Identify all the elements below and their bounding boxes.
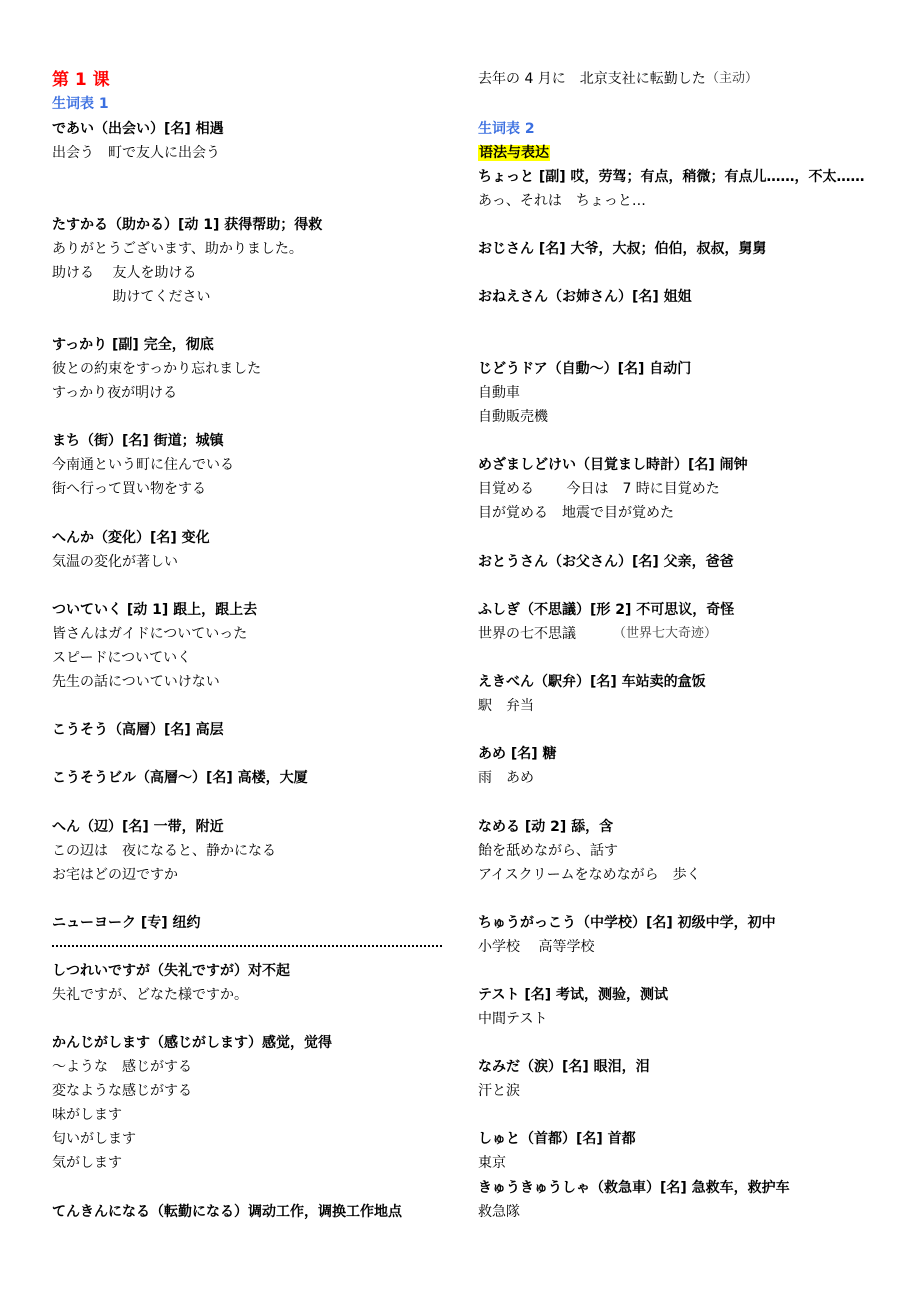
example-sentence: 出会う 町で友人に出会う [52,145,220,161]
vocab-entry-heading: へんか（変化）[名] 变化 [52,530,210,546]
example-sentence: 小学校 高等学校 [478,939,595,955]
example-sentence: 気がします [52,1155,122,1171]
example-sentence: 自動販売機 [478,409,548,425]
transfer-annotation: （主动） [706,71,759,86]
vocab-entry-heading: ふしぎ（不思議）[形 2] 不可思议，奇怪 [478,602,735,618]
example-sentence: ～ような 感じがする [52,1059,192,1075]
example-sentence: 世界の七不思議 [478,626,576,642]
section-heading: 生词表 2 [478,121,535,137]
vocab-entry-heading: しつれいですが（失礼ですが）对不起 [52,963,290,979]
lesson-title: 第 1 课 [52,70,110,90]
example-sentence: 気温の変化が著しい [52,554,178,570]
example-sentence: この辺は 夜になると、静かになる [52,843,276,859]
vocab-entry-heading: めざましどけい（目覚まし時計）[名] 闹钟 [478,457,748,473]
example-sentence: 助けてください [52,289,211,305]
vocab-entry-heading: まち（街）[名] 街道；城镇 [52,433,224,449]
vocab-entry-heading: おとうさん（お父さん）[名] 父亲，爸爸 [478,554,734,570]
example-sentence: あっ、それは ちょっと… [478,193,646,209]
vocab-entry-heading: おねえさん（お姉さん）[名] 姐姐 [478,289,692,305]
example-sentence: 味がします [52,1107,122,1123]
highlighted-heading: 语法与表达 [479,145,549,161]
example-sentence: アイスクリームをなめながら 歩く [478,867,701,883]
example-sentence: 街へ行って買い物をする [52,481,206,497]
vocab-entry-heading: しゅと（首都）[名] 首都 [478,1131,636,1147]
vocab-entry-heading: テスト [名] 考试，测验，测试 [478,987,668,1003]
vocab-entry-heading: ニューヨーク [专] 纽约 [52,915,201,931]
vocab-entry-heading: なめる [动 2] 舔，含 [478,819,614,835]
vocab-entry-heading: じどうドア（自動～）[名] 自动门 [478,361,692,377]
vocab-entry-heading: であい（出会い）[名] 相遇 [52,121,224,137]
example-sentence: 彼との約束をすっかり忘れました [52,361,262,377]
example-sentence: 失礼ですが、どなた様ですか。 [52,987,248,1003]
example-sentence: 東京 [478,1155,506,1171]
example-sentence: 変なような感じがする [52,1083,192,1099]
example-sentence: 雨 あめ [478,770,534,786]
example-sentence: 目覚める 今日は 7 時に目覚めた [478,481,720,497]
vocab-entry-heading: なみだ（涙）[名] 眼泪，泪 [478,1059,650,1075]
wonders-annotation: （世界七大奇迹） [613,626,718,641]
vocab-entry-heading: ついていく [动 1] 跟上，跟上去 [52,602,258,618]
example-sentence: 駅 弁当 [478,698,534,714]
example-sentence: 今南通という町に住んでいる [52,457,234,473]
vocab-entry-heading: こうそう（高層）[名] 高层 [52,722,224,738]
vocab-entry-heading: こうそうビル（高層～）[名] 高楼，大厦 [52,770,308,786]
example-sentence: ありがとうございます、助かりました。 [52,241,303,257]
example-sentence: すっかり夜が明ける [52,385,178,401]
vocab-entry-heading: たすかる（助かる）[动 1] 获得帮助；得救 [52,217,323,233]
example-sentence: 目が覚める 地震で目が覚めた [478,505,674,521]
vocab-entry-heading: へん（辺）[名] 一带，附近 [52,819,224,835]
example-sentence: 匂いがします [52,1131,136,1147]
example-sentence: 助ける 友人を助ける [52,265,197,281]
vocab-entry-heading: すっかり [副] 完全，彻底 [52,337,214,353]
dotted-separator [52,945,442,947]
vocab-entry-heading: えきべん（駅弁）[名] 车站卖的盒饭 [478,674,706,690]
example-sentence: お宅はどの辺ですか [52,867,178,883]
vocab-entry-heading: おじさん [名] 大爷，大叔；伯伯，叔叔，舅舅 [478,241,767,257]
example-sentence: スピードについていく [52,650,192,666]
example-sentence: 汗と涙 [478,1083,520,1099]
example-sentence: 自動車 [478,385,520,401]
vocab-entry-heading: てんきんになる（転勤になる）调动工作，调换工作地点 [52,1204,402,1220]
example-sentence: 去年の 4 月に 北京支社に転勤した [478,71,706,87]
example-sentence: 皆さんはガイドについていった [52,626,248,642]
example-sentence: 飴を舐めながら、話す [478,843,618,859]
vocab-entry-heading: かんじがします（感じがします）感觉，觉得 [52,1035,332,1051]
vocab-entry-heading: ちゅうがっこう（中学校）[名] 初级中学，初中 [478,915,776,931]
vocab-entry-heading: きゅうきゅうしゃ（救急車）[名] 急救车，救护车 [478,1180,790,1196]
vocab-entry-heading: あめ [名] 糖 [478,746,557,762]
example-sentence [478,144,550,162]
example-sentence: 救急隊 [478,1204,520,1220]
vocab-entry-heading: ちょっと [副] 哎，劳驾；有点，稍微；有点儿……，不太…… [478,169,865,185]
example-sentence: 先生の話についていけない [52,674,220,690]
section-heading: 生词表 1 [52,96,109,112]
example-sentence: 中間テスト [478,1011,548,1027]
